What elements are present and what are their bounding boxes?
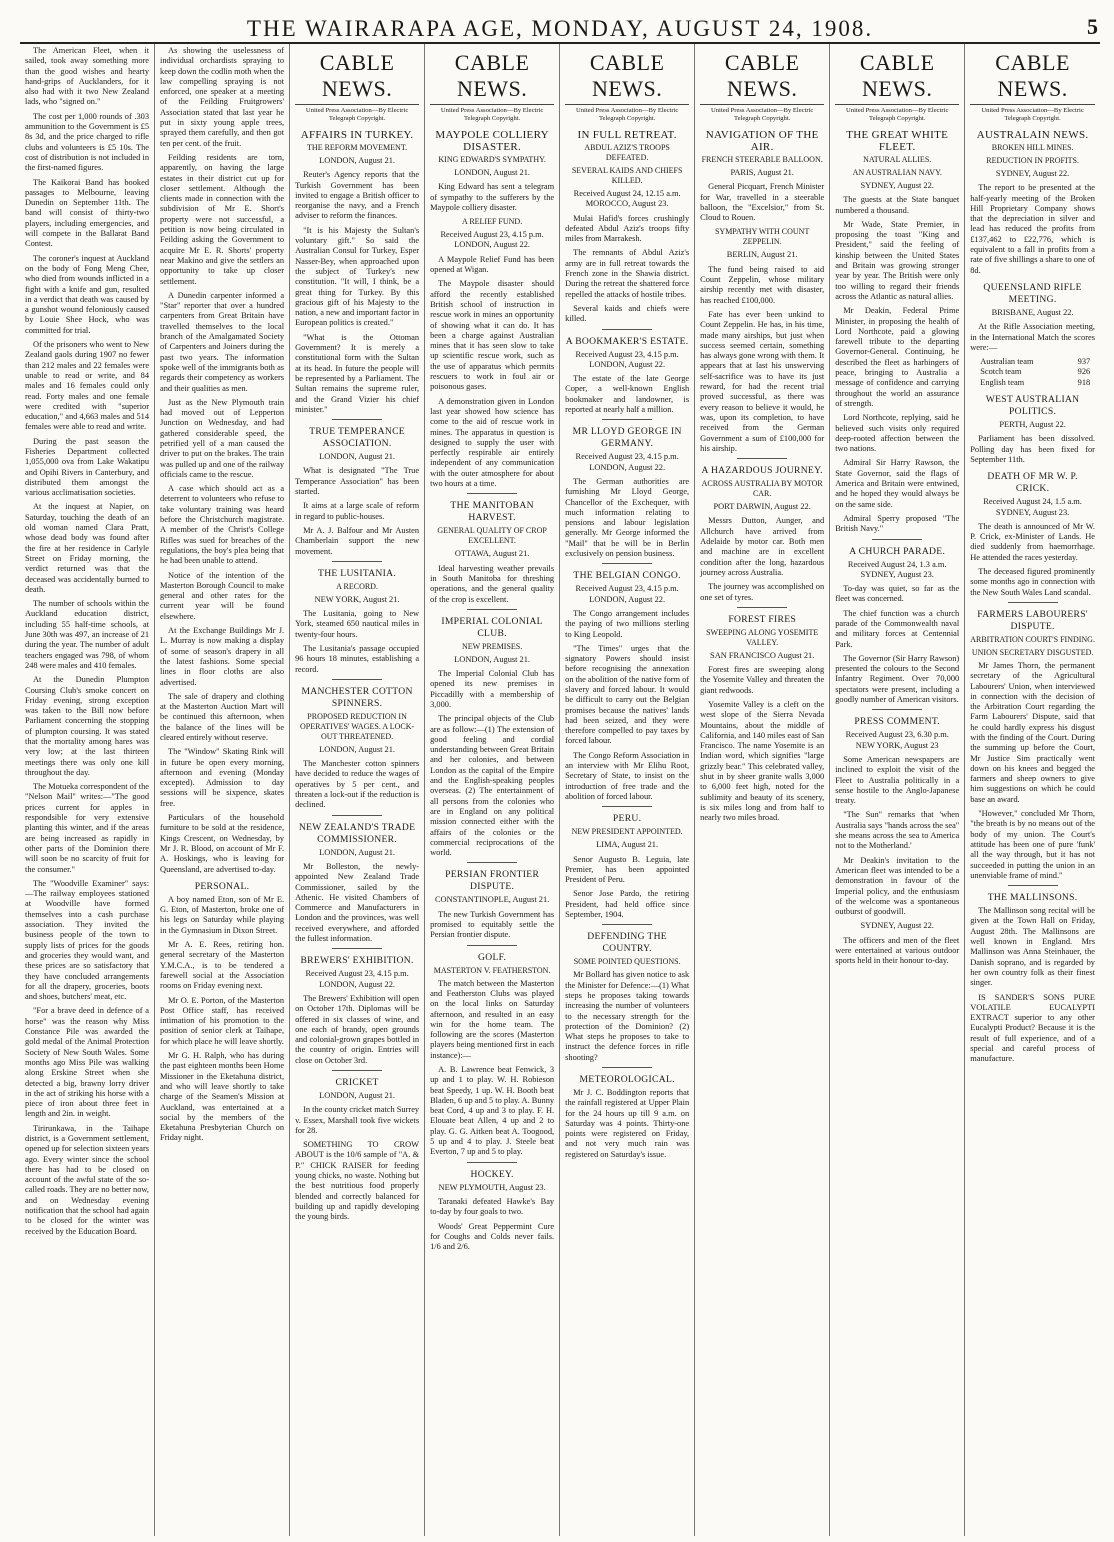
story-headline: QUEENSLAND RIFLE MEETING. <box>983 281 1082 305</box>
article-para: A Maypole Relief Fund has been opened at Wigan. <box>430 254 555 275</box>
column-1 <box>20 44 155 1536</box>
article-para: The Governor (Sir Harry Rawson) presented the colours to the Second Infantry Regiment. Over 70,000 spectators were present, including a goodly number of American visitors. <box>835 653 960 705</box>
article-para: The Brewers' Exhibition will open on October 17th. Diplomas will be offered in six classes of wine, and one each of brandy, open grounds and colonial-grown grapes bottled in the country of origin. Entries will close on October 3rd. <box>295 993 420 1065</box>
article-para: During the past season the Fisheries Department collected 1,055,000 ova from Lake Wakatipu and Opihi Rivers in Canterbury, and distributed them amongst the various acclimatisation societies. <box>25 436 150 498</box>
dateline: PARIS, August 21. <box>730 168 794 177</box>
column-5 <box>560 44 695 1536</box>
article-para: Mulai Hafid's forces crushingly defeated Abdul Aziz's troops fifty miles from Marrakesh. <box>565 213 690 244</box>
article-para: Several kaids and chiefs were killed. <box>565 303 690 324</box>
story-subhead: SYMPATHY WITH COUNT ZEPPELIN. <box>714 227 810 247</box>
article-para: At the Dunedin Plumpton Coursing Club's smoke concert on Friday evening, strong exception was taken to the Bill now before Parliament concerning the stopping of plumpton coursing. It was stated that the mortality among hares was very low; at the last thirteen meetings there was only one kill throughout the day. <box>25 675 150 777</box>
article-para: The number of schools within the Auckland education district, including 55 half-time schools, at June 30th was 497, an increase of 21 during the year. The number of adult teachers engaged was 798, of whom 248 were males and 410 females. <box>25 599 150 670</box>
divider <box>467 862 517 863</box>
article-para: The officers and men of the fleet were entertained at various outdoor sports held in their honour to-day. <box>835 935 960 966</box>
article-para: The fund being raised to aid Count Zeppelin, whose military airship recently met with disaster, has reached £100,000. <box>700 264 825 305</box>
dateline: SAN FRANCISCO August 21. <box>710 650 815 660</box>
dateline: LONDON, August 21. <box>454 654 531 664</box>
story-headline: PERU. <box>612 813 642 825</box>
cable-copyright-note: United Press Association—By Electric Telegraph Copyright. <box>440 107 544 122</box>
dateline: SYDNEY, August 22. <box>860 181 934 190</box>
column-4 <box>425 44 560 1536</box>
story-subhead: NATURAL ALLIES. <box>863 155 932 164</box>
section-heading: PERSONAL. <box>194 880 250 892</box>
cable-copyright-note: United Press Association—By Electric Telegraph Copyright. <box>981 107 1084 122</box>
article-para: Messrs Dutton, Aunger, and Allchurch have arrived from Adelaide by motor car. Both men and machine are in excellent condition after the long, hazardous journey across Australia. <box>700 516 825 577</box>
article-para: What is designated "The True Temperance Association" has been started. <box>295 466 420 497</box>
article-para: General Picquart, French Minister for War, travelled in a steerable balloon, the "Excelsior," from St. Cloud to Rouen. <box>700 182 825 223</box>
article-para: Notice of the intention of the Masterton Borough Council to make general and other rates for the current year will be found elsewhere. <box>160 570 285 621</box>
article-para: The "Window" Skating Rink will in future be open every morning, afternoon and evening (Monday excepted). Admission to day sessions will be sixpence, skates free. <box>160 747 285 808</box>
story-headline: CRICKET <box>335 1077 379 1088</box>
team-name: Scotch team <box>980 367 1022 377</box>
team-score: 918 <box>1077 377 1091 387</box>
article-para: Mr James Thorn, the permanent secretary of the Agricultural Labourers' Union, when interviewed in connection with the decision of the Arbitration Court regarding the Farm Labourers' Dispute, said that he could hardly express his disgust with the finding of the Court. During the summing up before the Court, Mr Justice Sim practically went down on his knees and begged the farmers and sheep owners to give him suggestions on which he could base an award. <box>970 660 1095 804</box>
story-subhead: SWEEPING ALONG YOSEMITE VALLEY. <box>706 627 819 647</box>
article-para: Admiral Sperry proposed "The British Navy." <box>835 513 960 534</box>
story-headline: THE MALLINSONS. <box>987 892 1078 904</box>
article-para: The coroner's inquest at Auckland on the body of Fong Meng Chee, who died from wounds inflicted in a fight with a knife and gun, resulted in a verdict that death was caused by a gunshot wound feloniously caused by Louie Shee Hock, who was committed for trial. <box>25 253 150 335</box>
columns <box>20 44 1100 1536</box>
masthead-title: THE WAIRARAPA AGE, MONDAY, AUGUST 24, 1908. <box>246 16 874 41</box>
story-subhead: NEW PRESIDENT APPOINTED. <box>571 827 683 837</box>
article-para: The death is announced of Mr W. P. Crick, ex-Minister of Lands. He died suddenly from haemorrhage. He attended the races yesterday. <box>970 521 1095 562</box>
dateline: Received August 23, 4.15 p.m. LONDON, August 22. <box>440 230 544 250</box>
article-para: The Congo arrangement includes the paying of two millions sterling to King Leopold. <box>565 608 690 639</box>
story-subhead: UNION SECRETARY DISGUSTED. <box>971 647 1094 657</box>
divider <box>332 679 382 680</box>
story-headline: PERSIAN FRONTIER DISPUTE. <box>445 869 540 893</box>
article-para: The Mallinson song recital will be given at the Town Hall on Friday, August 28th. The Mallinsons are well known in England. Mrs Mallinson was Anna Steinhauer, the Danish soprano, and is regarded by her own country folk as their finest singer. <box>970 906 1095 988</box>
masthead <box>20 14 1100 44</box>
article-para: A Dunedin carpenter informed a "Star" reporter that over a hundred carpenters from Great Britain have travelled themselves to the local branch of the Amalgamated Society of Carpenters and Joiners during the past two years. The information spoke well of the immigrants both as regards their competency as workers and their qualities as men. <box>160 290 285 393</box>
dateline: BERLIN, August 21. <box>726 250 798 260</box>
dateline: SYDNEY, August 22. <box>995 169 1070 178</box>
dateline: LONDON, August 21. <box>319 847 395 857</box>
article-para: "What is the Ottoman Government? It is merely a constitutional form with the Sultan at its head. In future the people will be represented by a Parliament. The Sultan remains the supreme ruler, and the Grand Vizier his chief minister." <box>295 332 420 414</box>
story-headline: HOCKEY. <box>470 1168 514 1180</box>
divider <box>467 945 517 946</box>
article-para: At the Rifle Association meeting, in the International Match the scores were:— <box>970 322 1095 352</box>
dateline: LONDON, August 21. <box>319 1091 395 1100</box>
team-name: English team <box>980 377 1025 387</box>
team-score: 926 <box>1077 367 1091 377</box>
story-headline: BREWERS' EXHIBITION. <box>300 955 414 967</box>
article-para: At the inquest at Napier, on Saturday, touching the death of an old woman named Clara Pratt, whose dead body was found after the fire at her residence in Carlyle Street on Friday morning, the verdict returned was that the deceased was accidentally burned to death. <box>25 502 150 594</box>
article-para: As showing the uselessness of individual orchardists spraying to keep down the codlin moth when the law compelling spraying is not enforced, one speaker at a meeting of the Feilding Fruitgrowers' Association stated that last year he put in sixty young apple trees, sprayed them carefully, and then got ten per cent. of the fruit. <box>160 46 285 148</box>
story-headline: IN FULL RETREAT. <box>577 129 677 141</box>
story-headline: METEOROLOGICAL. <box>579 1074 675 1085</box>
cable-news-header: CABLE NEWS. <box>700 50 824 105</box>
article-para: Mr Deakin's invitation to the American fleet was intended to be a demonstration in favour of the Imperial policy, and the enthusiasm of the welcome was a spontaneous outburst of goodwill. <box>835 855 960 917</box>
article-para: Mr A. J. Balfour and Mr Austen Chamberlain support the new movement. <box>295 525 420 556</box>
divider <box>332 815 382 816</box>
article-para: The German authorities are furnishing Mr Lloyd George, Chancellor of the Exchequer, with much information relating to pensions and labour legislation generally. Mr George informed the "Mail" that he will be in Berlin exclusively on pension business. <box>565 476 690 559</box>
story-headline: DEFENDING THE COUNTRY. <box>587 931 667 955</box>
divider <box>602 419 652 420</box>
article-para: Mr J. C. Boddington reports that the rainfall registered at Upper Plain for the 24 hours up till 9 a.m. on Saturday was 4 points. Thirty-one points were registered on Friday, and not very much rain was registered on Saturday's issue. <box>565 1088 690 1159</box>
article-para: Admiral Sir Harry Rawson, the State Governor, said the flags of America and Britain were entwined, and he hoped they would always be on the same side. <box>835 458 960 509</box>
article-para: Taranaki defeated Hawke's Bay to-day by four goals to two. <box>430 1196 555 1217</box>
dateline: LONDON, August 21. <box>319 744 395 754</box>
article-para: Mr Wade, State Premier, in proposing the toast "King and President," said the feeling of kinship between the United States and Britain was growing stronger year by year. The British were only too willing to regard their friends across the Atlantic as natural allies. <box>835 219 960 301</box>
story-headline: MAYPOLE COLLIERY DISASTER. <box>435 129 549 153</box>
cable-news-header: CABLE NEWS. <box>565 50 689 105</box>
story-headline: A BOOKMAKER'S ESTATE. <box>565 335 689 347</box>
article-para: Yosemite Valley is a cleft on the west slope of the Sierra Nevada Mountains, about the middle of California, and 140 miles east of San Francisco. The name Yosemite is an Indian word, which signifies "large grizzly bear." This celebrated valley, shut in by sheer granite walls 3,000 to 6,000 feet high, noted for the sublimity and beauty of its scenery, is six miles long and from half to nearly two miles broad. <box>700 699 825 823</box>
article-para: The principal objects of the Club are as follow:—(1) The extension of good feeling and cordial understanding between Great Britain and her colonies, and between London as the capital of the Empire and the English-speaking peoples overseas. (2) The entertainment of all persons from the colonies who are in England on any political mission connected either with the affairs of the colonies or the commercial reciprocations of the world. <box>430 714 555 858</box>
rifle-scores-table <box>980 357 1095 388</box>
story-headline: NEW ZEALAND'S TRADE COMMISSIONER. <box>298 821 416 845</box>
article-para: "For a brave deed in defence of a horse" was the reason why Miss Constance Pile was awarded the gold medal of the Animal Protection Society of New South Wales. Some months ago Miss Pile was walking along Erskine Street when she detected a big, brawny lorry driver in the act of striking his horse with a piece of iron about three feet in length and 2in. in weight. <box>25 1006 150 1119</box>
column-8 <box>965 44 1100 1536</box>
article-para: To-day was quiet, so far as the fleet was concerned. <box>835 584 960 604</box>
story-headline: A CHURCH PARADE. <box>849 545 946 557</box>
story-headline: THE GREAT WHITE FLEET. <box>846 129 949 153</box>
cable-copyright-note: United Press Association—By Electric Telegraph Copyright. <box>305 107 409 122</box>
article-para: "It is his Majesty the Sultan's voluntary gift." So said the Australian Consul for Turkey, Esper Nasser-Bey, when approached upon the subject of Turkey's new constitution. "It will, I think, be a great thing for Turkey. By this gracious gift of his Majesty to the nation, a new and important factor in European politics is created." <box>295 225 420 328</box>
story-headline: THE MANITOBAN HARVEST. <box>450 500 534 524</box>
article-para: Mr Deakin, Federal Prime Minister, in proposing the health of Lord Northcote, paid a glowing farewell tribute to the departing Governor-General. Continuing, he described the fleet as harbingers of peace, bringing to Australia a message of confidence and carrying throughout the world an assurance of strength. <box>835 306 960 408</box>
article-para: The new Turkish Government has promised to equitably settle the Persian frontier dispute. <box>430 909 555 940</box>
article-para: King Edward has sent a telegram of sympathy to the sufferers by the Maypole colliery disaster. <box>430 182 555 212</box>
article-para: "The Times" urges that the signatory Powers should insist before recognising the annexation on the abolition of the native form of slavery and forced labour. It would be difficult to carry out the Belgian promises because the natives' lands had been seized, and they were therefore compelled to pay taxes by forced labour. <box>565 643 690 746</box>
story-headline: FARMERS LABOURERS' DISPUTE. <box>977 608 1088 632</box>
article-para: The Maypole disaster should afford the recently established British school of instruction in rescue work in mines an opportunity of showing what it can do. It has been a charge against Australian mines that it has seen slow to take up scientific rescue work, such as the use of apparatus which permits rescuers to work in foul air or poisonous gases. <box>430 279 555 392</box>
divider <box>602 924 652 925</box>
column-3 <box>290 44 425 1536</box>
dateline: Received August 24, 12.15 a.m. MOROCCO, August 23. <box>573 189 681 209</box>
divider <box>872 539 922 540</box>
score-row <box>980 357 1090 367</box>
dateline: PERTH, August 22. <box>999 420 1066 430</box>
story-subhead: SEVERAL KAIDS AND CHIEFS KILLED. <box>571 166 683 185</box>
divider <box>602 1067 652 1068</box>
divider <box>737 607 787 608</box>
column-2 <box>155 44 290 1536</box>
divider <box>602 329 652 330</box>
story-headline: AUSTRALAIN NEWS. <box>976 129 1089 141</box>
column-6 <box>695 44 830 1536</box>
article-para: The Manchester cotton spinners have decided to reduce the wages of operatives by 5 per cent., and threaten a lock-out if the reduction is declined. <box>295 759 420 810</box>
score-row <box>980 378 1090 388</box>
article-para: The deceased figured prominently some months ago in connection with the New South Wales Land scandal. <box>970 567 1095 597</box>
story-headline: A HAZARDOUS JOURNEY. <box>701 465 823 477</box>
article-para: "However," concluded Mr Thorn, "the breath is by no means out of the body of my union. The Court's attitude has been one of pure 'funk' all the way through, but it has not succeeded in putting the union in an unenviable frame of mind." <box>970 809 1095 880</box>
cable-copyright-note: United Press Association—By Electric Telegraph Copyright. <box>575 107 679 122</box>
article-para: IS SANDER'S SONS PURE VOLATILE EUCALYPTI EXTRACT superior to any other Eucalypti Product? Because it is the result of full experience, and of a special and careful process of manufacture. <box>970 992 1095 1064</box>
dateline: Received August 24, 1.5 a.m. SYDNEY, August 23. <box>983 497 1082 517</box>
article-para: The chief function was a church parade of the Commonwealth naval and military forces at Centennial Park. <box>835 608 960 649</box>
cable-news-header: CABLE NEWS. <box>295 50 419 105</box>
cable-copyright-note: United Press Association—By Electric Telegraph Copyright. <box>846 107 949 122</box>
divider <box>1008 885 1058 886</box>
story-headline: MR LLOYD GEORGE IN GERMANY. <box>572 426 682 450</box>
article-para: The match between the Masterton and Featherston Clubs was played on the local links on Saturday afternoon, and resulted in an easy win for the home team. The following are the scores (Masterton players being mentioned first in each instance):— <box>430 978 555 1060</box>
story-subhead: SOME POINTED QUESTIONS. <box>573 957 681 967</box>
dateline: Received August 23, 4.15 p.m. LONDON, August 22. <box>305 969 409 989</box>
article-para: In the county cricket match Surrey v. Essex, Marshall took five wickets for 28. <box>295 1105 420 1135</box>
article-para: The guests at the State banquet numbered a thousand. <box>835 195 960 215</box>
story-headline: PRESS COMMENT. <box>854 716 940 728</box>
article-para: Of the prisoners who went to New Zealand gaols during 1907 no fewer than 212 males and 22 females were unable to read or write, and 84 males and 16 females could only read. Forty males and one female were credited with "superior education," and 4,663 males and 514 females were able to read and write. <box>25 340 150 432</box>
story-subhead: ABDUL AZIZ'S TROOPS DEFEATED. <box>584 143 670 162</box>
article-para: Senor Augusto B. Leguia, late Premier, has been appointed President of Peru. <box>565 854 690 885</box>
article-para: Mr Bolleston, the newly-appointed New Zealand Trade Commissioner, sailed by the Athenic. He visited Chambers of Commerce and Manufacturers in London and the provinces, was well received everywhere, and afforded the fullest information. <box>295 861 420 944</box>
article-para: The Congo Reform Association in an interview with Mr Elihu Root, Secretary of State, to insist on the introduction of free trade and the abolition of forced labour. <box>565 750 690 801</box>
article-para: Ideal harvesting weather prevails in South Manitoba for threshing operations, and the general quality of the crop is excellent. <box>430 563 555 604</box>
story-headline: DEATH OF MR W. P. CRICK. <box>987 471 1078 495</box>
article-para: Parliament has been dissolved. Polling day has been fixed for September 11th. <box>970 434 1095 464</box>
story-subhead: ARBITRATION COURT'S FINDING. <box>970 634 1095 644</box>
story-headline: NAVIGATION OF THE AIR. <box>705 129 819 153</box>
dateline: BRISBANE, August 22. <box>991 307 1074 317</box>
article-para: Mr A. E. Rees, retiring hon. general secretary of the Masterton Y.M.C.A., is to be tendered a farewell social at the Association rooms on Friday evening next. <box>160 940 285 991</box>
article-para: Tirirunkawa, in the Taihape district, is a Government settlement, opened up for selection sixteen years ago. Every winter since the school there has had to be closed on account of the awful state of the so-called roads. They are no better now, and on Wednesday evening notification that the school had again to be closed for the winter was received by the Education Board. <box>25 1123 150 1236</box>
story-headline: MANCHESTER COTTON SPINNERS. <box>301 685 413 709</box>
story-headline: THE LUSITANIA. <box>318 567 397 579</box>
dateline: LONDON, August 21. <box>454 168 531 177</box>
dateline: LONDON, August 21. <box>319 156 395 165</box>
article-para: SOMETHING TO CROW ABOUT is the 10/6 sample of "A. & P." CHICK RAISER for feeding young chicks, no waste. Nothing but the best nutritious food properly blended and correctly balanced for building up and rapidly developing the young birds. <box>295 1140 420 1222</box>
story-subhead: REDUCTION IN PROFITS. <box>986 156 1079 165</box>
divider <box>872 709 922 710</box>
article-para: A boy named Eton, son of Mr E. G. Eton, of Masterton, broke one of his legs on Saturday while playing in the Gymnasium in Dixon Street. <box>160 894 285 935</box>
divider <box>332 948 382 949</box>
story-subhead: A RECORD. <box>336 581 378 591</box>
story-headline: THE BELGIAN CONGO. <box>573 570 681 582</box>
story-headline: WEST AUSTRALIAN POLITICS. <box>985 394 1080 418</box>
story-subhead: BROKEN HILL MINES. <box>991 143 1074 152</box>
score-row <box>980 367 1090 377</box>
cable-copyright-note: United Press Association—By Electric Telegraph Copyright. <box>710 107 814 122</box>
dateline: Received August 23, 4.15 p.m. LONDON, August 22. <box>575 584 679 604</box>
story-headline: GOLF. <box>478 951 507 963</box>
divider <box>602 563 652 564</box>
column-7 <box>830 44 965 1536</box>
story-subhead: NEW PREMISES. <box>461 641 523 651</box>
story-subhead: GENERAL QUALITY OF CROP EXCELLENT. <box>437 526 547 546</box>
story-subhead: FRENCH STEERABLE BALLOON. <box>701 155 823 164</box>
article-para: The cost per 1,000 rounds of .303 ammunition to the Government is £5 8s 3d, and the price charged to rifle clubs and volunteers is £5 10s. The cost of distribution is not included in the first-named figures. <box>25 111 150 173</box>
article-para: "The Sun" remarks that 'when Australia says "hands across the sea" she means across the sea to America not to the Motherland.' <box>835 810 960 851</box>
article-para: The Lusitania, going to New York, steamed 650 nautical miles in twenty-four hours. <box>295 609 420 639</box>
story-subhead: KING EDWARD'S SYMPATHY. <box>438 155 546 164</box>
divider <box>467 609 517 610</box>
article-para: It aims at a large scale of reform in regard to public-houses. <box>295 501 420 521</box>
article-para: The journey was accomplished on one set of tyres. <box>700 582 825 602</box>
dateline: Received August 24, 1.3 a.m. SYDNEY, August 23. <box>847 559 947 579</box>
team-score: 937 <box>1077 357 1091 367</box>
article-para: Particulars of the household furniture to be sold at the residence, Kings Crescent, on Wednesday, by Mr J. R. Blood, on account of Mr F. A. Hoskings, who is leaving for Queensland, are advertised to-day. <box>160 813 285 874</box>
article-para: The sale of drapery and clothing at the Masterton Auction Mart will be continued this afternoon, when the balance of the lines will be cleared entirely without reserve. <box>160 691 285 742</box>
article-para: The Imperial Colonial Club has opened its new premises in Piccadilly with a membership of 3,000. <box>430 669 555 709</box>
dateline: CONSTANTINOPLE, August 21. <box>434 895 550 905</box>
article-para: The American Fleet, when it sailed, took away something more than the good wishes and hearty hand-grips of Aucklanders, for it also had with it two New Zealand lads, who "signed on." <box>25 46 150 107</box>
article-para: Some American newspapers are inclined to exploit the visit of the Fleet to Australia politically in a sense hostile to the Anglo-Japanese treaty. <box>835 754 960 806</box>
article-para: The remnants of Abdul Aziz's army are in full retreat towards the French zone in the Shawia district. During the retreat the shattered force repelled the attacks of hostile tribes. <box>565 248 690 299</box>
story-subhead: AN AUSTRALIAN NAVY. <box>852 168 942 177</box>
article-para: At the Exchange Buildings Mr J. L. Murray is now making a display of some of season's drapery in all the latest fashions. Some special lines in floor cloths are also advertised. <box>160 626 285 687</box>
article-para: Woods' Great Peppermint Cure for Coughs and Colds never fails. 1/6 and 2/6. <box>430 1221 555 1252</box>
article-para: A. B. Lawrence beat Fenwick, 3 up and 1 to play. W. H. Robieson beat Speedy, 1 up. W. H. Booth beat Bladen, 6 up and 5 to play. A. Bunny beat Cord, 4 up and 3 to play. F. H. Elouate beat Allen, 4 up and 2 to play. G. G. Aitken beat A. Toogood, 5 up and 4 to play. J. Steele beat Everton, 7 up and 5 to play. <box>430 1065 555 1157</box>
divider <box>332 561 382 562</box>
cable-news-header: CABLE NEWS. <box>835 50 959 105</box>
article-para: Fate has ever been unkind to Count Zeppelin. He has, in his time, made many airships, but just when success seemed certain, something has always gone wrong with them. It appears that at last his unswerving self-sacrifice was to have its just reward, for had the recent trial proved successful, as there was every reason to believe it would, he was, upon its completion, to have received from the German Government a sum of £100,000 for his airship. <box>700 309 825 453</box>
story-subhead: THE REFORM MOVEMENT. <box>307 143 408 152</box>
story-subhead: A RELIEF FUND. <box>461 217 523 227</box>
article-para: Senor Jose Pardo, the retiring President, had held office since September, 1904. <box>565 889 690 920</box>
article-para: The report to be presented at the half-yearly meeting of the Broken Hill Proprietary Company shows that the depreciation in silver and lead has reduced the profits from £137,462 to £22,776, which is equivalent to a fall in profits from a rate of five shillings a share to one of 8d. <box>970 183 1095 275</box>
cable-news-header: CABLE NEWS. <box>430 50 554 105</box>
article-para: The estate of the late George Coper, a well-known English bookmaker and landowner, is reported at nearly half a million. <box>565 374 690 415</box>
dateline: SYDNEY, August 22. <box>860 921 934 931</box>
story-headline: IMPERIAL COLONIAL CLUB. <box>441 615 543 639</box>
story-subhead: ACROSS AUSTRALIA BY MOTOR CAR. <box>701 479 823 499</box>
article-para: The Kaikorai Band has booked passages to Melbourne, leaving Dunedin on September 11th. The band will consist of thirty-two players, including emergencies, and will compete in the Ballarat Band Contest. <box>25 177 150 249</box>
story-headline: AFFAIRS IN TURKEY. <box>300 129 414 141</box>
dateline: NEW YORK, August 21. <box>314 594 400 604</box>
article-para: The Lusitania's passage occupied 96 hours 18 minutes, establishing a record. <box>295 643 420 674</box>
article-para: Mr Bollard has given notice to ask the Minister for Defence:—(1) What steps he proposes taking towards increasing the number of volunteers to the necessary strength for the protection of the Dominion? (2) What steps he proposes to take to instruct the defence forces in rifle shooting? <box>565 970 690 1062</box>
divider <box>332 419 382 420</box>
page-number: 5 <box>1087 14 1098 39</box>
story-headline: FOREST FIRES <box>728 613 796 625</box>
dateline: OTTAWA, August 21. <box>454 549 530 559</box>
story-subhead: MASTERTON V. FEATHERSTON. <box>433 965 551 975</box>
dateline: LONDON, August 21. <box>319 452 395 462</box>
divider <box>467 493 517 494</box>
article-para: Mr O. E. Porton, of the Masterton Post Office staff, has received intimation of his promotion to the position of senior clerk at Taihape, for which place he will leave shortly. <box>160 995 285 1046</box>
divider <box>1008 602 1058 603</box>
article-para: A case which should act as a deterrent to volunteers who refuse to take voluntary training was heard before the Christchurch magistrate. A member of the Christ's College Rifles was sued for breaches of the regulations, the boy's plea being that he had been unable to attend. <box>160 484 285 566</box>
article-para: A demonstration given in London last year showed how science has come to the aid of rescue work in mines. The apparatus in question is designed to supply the user with perfectly respirable air entirely independent of any communication with the outer atmosphere for about two hours at a time. <box>430 396 555 489</box>
divider <box>737 458 787 459</box>
article-para: Lord Northcote, replying, said he believed such visits only required deep-rooted affection between the two nations. <box>835 413 960 454</box>
dateline: Received August 23, 6.30 p.m. NEW YORK, August 23 <box>845 730 949 750</box>
dateline: Received August 23, 4.15 p.m. LONDON, August 22. <box>575 452 679 472</box>
dateline: PORT DARWIN, August 22. <box>713 502 811 512</box>
article-para: Reuter's Agency reports that the Turkish Government has been invited to engage a British officer to reorganise the navy, and a French adviser to reform the finances. <box>295 170 420 221</box>
divider <box>467 1162 517 1163</box>
dateline: Received August 23, 4.15 p.m. LONDON, August 22. <box>575 349 679 369</box>
article-para: The Motueka correspondent of the "Nelson Mail" writes:—"The good prices current for apples in respondsible for very extensive planting this winter, and if the areas are being increased as rapidly in other parts of the Dominion there will soon be no scarcity of fruit for the consumer." <box>25 782 150 874</box>
article-para: Mr G. H. Ralph, who has during the past eighteen months been Home Missioner in the Eketahuna district, and who will leave shortly to take charge of the Seamen's Mission at Auckland, was entertained at a social by the members of the Eketahuna Presbyterian Church on Friday night. <box>160 1051 285 1143</box>
dateline: NEW PLYMOUTH, August 23. <box>438 1182 546 1192</box>
story-subhead: PROPOSED REDUCTION IN OPERATIVES' WAGES. A LOCK-OUT THREATENED. <box>299 711 415 741</box>
cable-news-header: CABLE NEWS. <box>970 50 1095 105</box>
article-para: Just as the New Plymouth train had moved out of Lepperton Junction on Wednesday, and had gathered considerable speed, the petrified yell of a man caused the driver to put on the brakes. The train was pulled up and one of the railway officials came to the rescue. <box>160 397 285 479</box>
article-para: The "Woodville Examiner" says:—The railway employees stationed at Woodville have formed themselves into a cash purchase association. They invited the business people of the town to supply lists of prices for the goods and groceries they would want, and these prices are so satisfactory that they have concluded arrangements for all the drapery, groceries, boots and shoes, butchers' meat, etc. <box>25 878 150 1002</box>
dateline: LIMA, August 21. <box>596 840 659 850</box>
article-para: Feilding residents are torn, apparently, on having the large estates in their district cut up for closer settlement. Although the clients made in connection with the subdivision of Mr E. Short's property were not successful, a petition is now being circulated in Feilding asking the Government to acquire Mr E. R. Shorts' property near Makino and give the settlers an opportunity to take up closer settlement. <box>160 152 285 286</box>
divider <box>332 1070 382 1071</box>
article-para: Forest fires are sweeping along the Yosemite Valley and threaten the giant redwoods. <box>700 665 825 695</box>
team-name: Australian team <box>980 357 1034 367</box>
story-headline: TRUE TEMPERANCE ASSOCIATION. <box>309 426 405 450</box>
divider <box>602 806 652 807</box>
